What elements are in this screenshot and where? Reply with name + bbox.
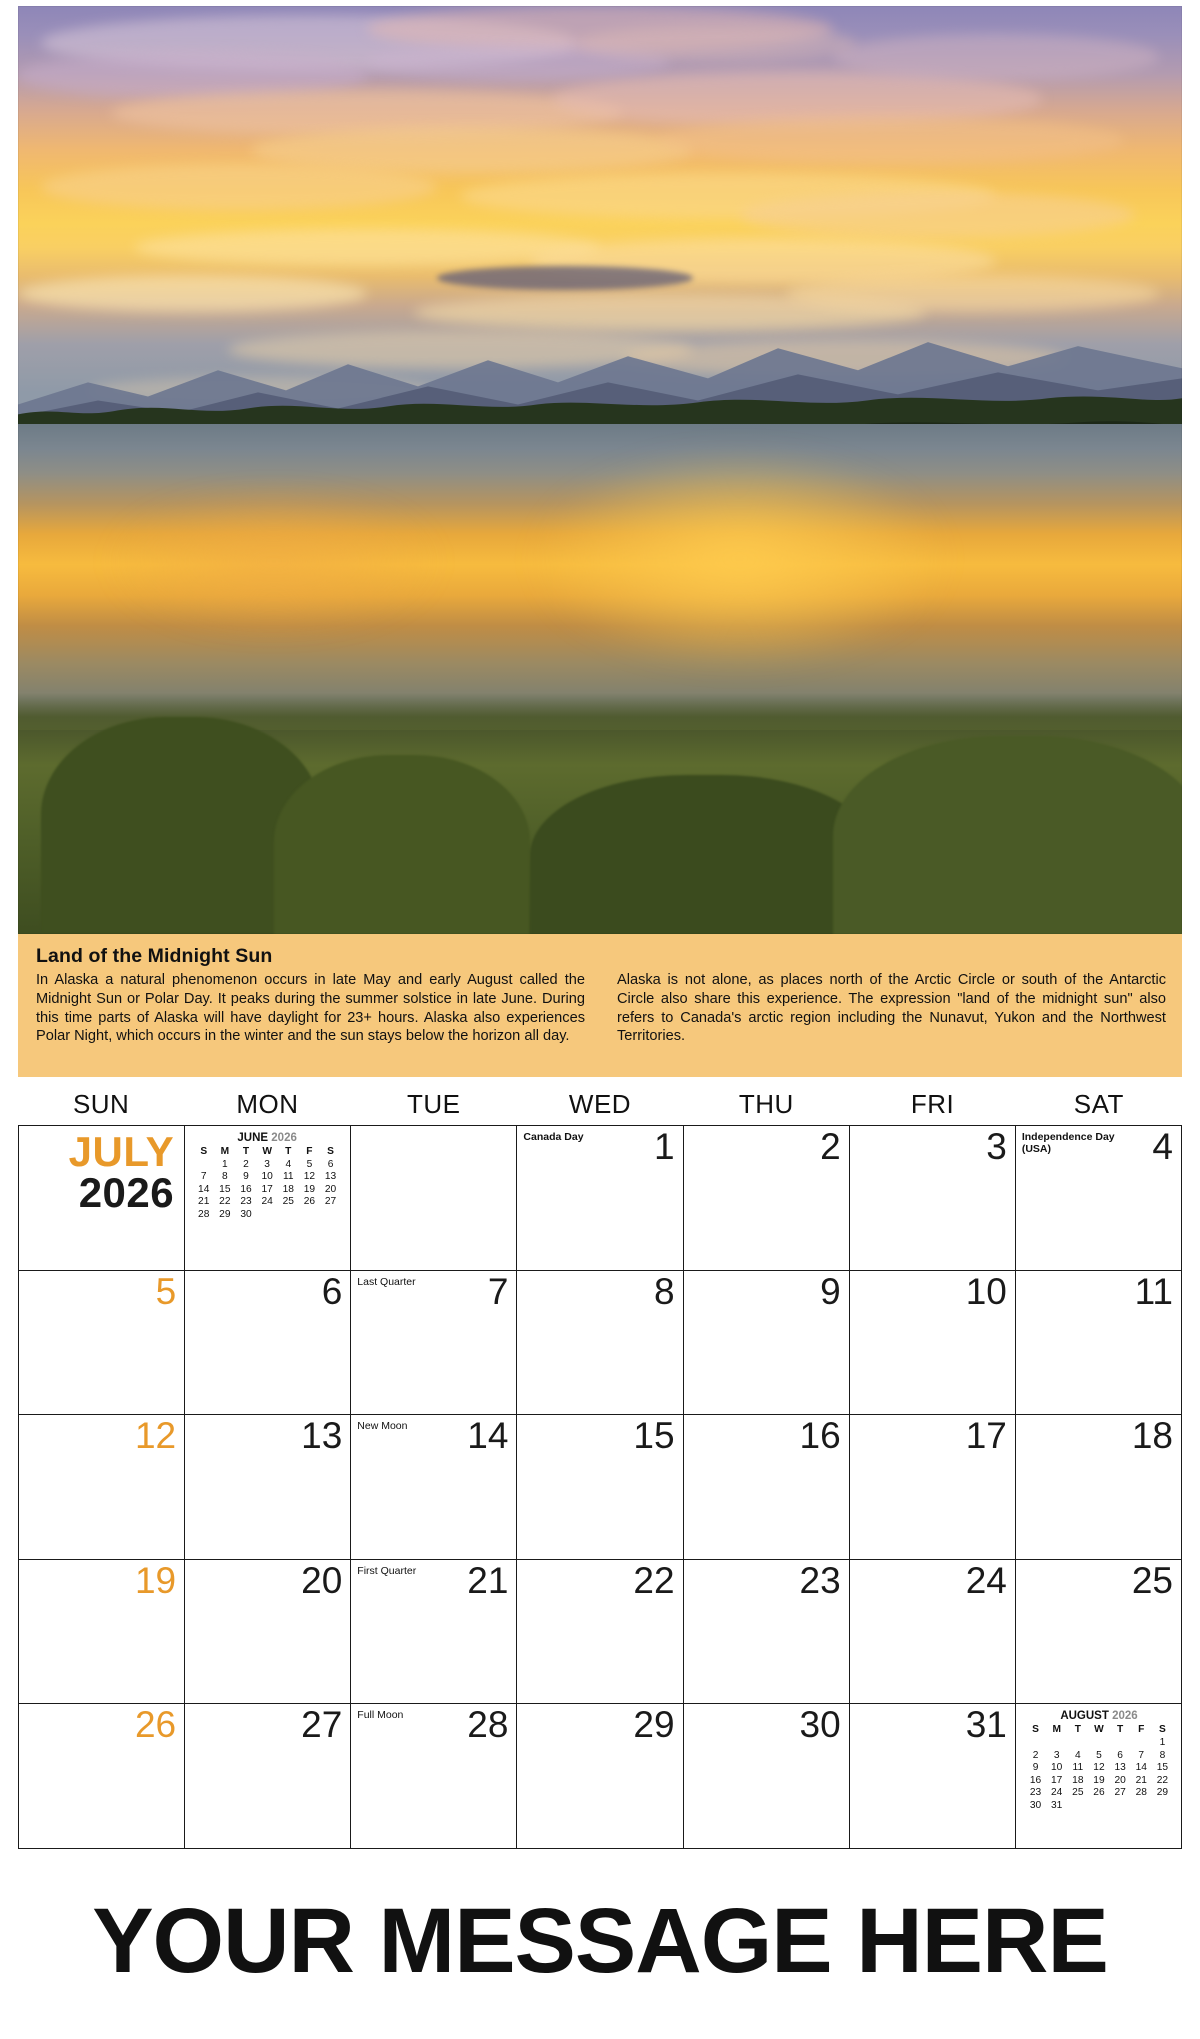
mini-day: 7 xyxy=(200,1171,207,1183)
mini-month-august xyxy=(1025,1710,1173,1812)
mini-day xyxy=(299,1209,320,1222)
caption-band xyxy=(18,934,1182,1077)
moon-phase-label: Last Quarter xyxy=(357,1275,416,1288)
day-cell-27[interactable] xyxy=(185,1704,351,1849)
holiday-label: Canada Day xyxy=(523,1131,584,1143)
mini-dow: T xyxy=(1117,1724,1124,1736)
foreground-grass xyxy=(18,693,1182,934)
mini-month-june xyxy=(193,1132,341,1222)
mini-day: 14 xyxy=(198,1183,210,1195)
day-cell-4[interactable] xyxy=(1016,1126,1182,1271)
mini-day: 20 xyxy=(324,1183,337,1195)
day-cell-3[interactable] xyxy=(850,1126,1016,1271)
mini-day: 5 xyxy=(306,1158,313,1170)
year-label: 2026 xyxy=(78,1168,175,1216)
mini-day xyxy=(1088,1800,1109,1813)
mini-dow: M xyxy=(1052,1724,1061,1736)
month-name: JULY xyxy=(68,1128,175,1175)
mini-day: 17 xyxy=(1051,1774,1063,1786)
day-number: 13 xyxy=(301,1415,343,1457)
mini-month-title: JUNE 2026 xyxy=(237,1132,297,1144)
cloud-streak xyxy=(833,34,1159,80)
mini-dow: W xyxy=(1094,1724,1104,1736)
mini-dow: F xyxy=(306,1146,313,1157)
day-number: 2 xyxy=(820,1126,841,1167)
mini-day: 16 xyxy=(240,1183,252,1195)
mini-day: 29 xyxy=(1156,1787,1169,1799)
day-number: 15 xyxy=(633,1415,675,1457)
mini-dow: T xyxy=(1074,1724,1081,1736)
day-number: 12 xyxy=(134,1415,177,1457)
moon-phase-label: Full Moon xyxy=(357,1709,404,1722)
mini-day: 12 xyxy=(303,1171,316,1183)
day-number: 7 xyxy=(487,1270,509,1312)
mini-day: 29 xyxy=(219,1208,231,1220)
mini-day xyxy=(257,1209,278,1222)
mini-month-table xyxy=(1025,1724,1173,1812)
mini-day: 26 xyxy=(1093,1787,1105,1799)
mini-day: 11 xyxy=(1072,1762,1084,1774)
day-cell-24[interactable] xyxy=(850,1560,1016,1705)
day-cell-15[interactable] xyxy=(517,1415,683,1560)
caption-title: Land of the Midnight Sun xyxy=(36,945,273,967)
weekday-header-mon: MON xyxy=(236,1089,299,1119)
day-number: 27 xyxy=(301,1704,343,1746)
day-number: 29 xyxy=(633,1704,675,1746)
mini-day: 23 xyxy=(1029,1787,1042,1799)
mini-day xyxy=(1110,1800,1131,1813)
mini-day: 23 xyxy=(240,1196,252,1208)
weekday-header-fri: FRI xyxy=(910,1089,955,1119)
mini-day: 22 xyxy=(219,1196,231,1208)
day-cell-31[interactable] xyxy=(850,1704,1016,1849)
weekday-header-tue: TUE xyxy=(406,1089,461,1119)
day-cell-30[interactable] xyxy=(684,1704,850,1849)
mini-day: 13 xyxy=(1114,1762,1126,1774)
day-number: 23 xyxy=(799,1559,841,1601)
day-number: 11 xyxy=(1134,1270,1173,1312)
mini-day: 31 xyxy=(1051,1799,1063,1811)
mini-day: 1 xyxy=(1159,1736,1166,1748)
day-cell-28[interactable] xyxy=(351,1704,517,1849)
mini-month-cell[interactable] xyxy=(185,1126,351,1271)
mini-day: 30 xyxy=(240,1208,252,1220)
mini-dow: S xyxy=(1032,1724,1039,1736)
mini-day: 20 xyxy=(1114,1774,1126,1786)
mini-day: 21 xyxy=(1135,1774,1147,1786)
day-cell-6[interactable] xyxy=(185,1271,351,1416)
holiday-label: Independence Day (USA) xyxy=(1021,1131,1115,1156)
mini-day xyxy=(1067,1800,1088,1813)
month-title-cell[interactable] xyxy=(19,1126,185,1271)
mini-day: 11 xyxy=(282,1171,294,1183)
caption-text-right: Alaska is not alone, as places north of the Arctic Circle or south of the Antarctic Circle also share this experience. The expression "land of the midnight sun" also refers to Canada's arctic region including the Nunavut, Yukon and the Northwest Territories. xyxy=(617,972,1166,1045)
day-cell-23[interactable] xyxy=(684,1560,850,1705)
mini-day: 27 xyxy=(1114,1787,1126,1799)
day-number: 18 xyxy=(1131,1415,1173,1457)
mini-day xyxy=(1110,1737,1131,1750)
cloud-streak xyxy=(740,192,1136,238)
mini-day: 26 xyxy=(303,1196,316,1208)
mini-day: 8 xyxy=(1159,1749,1166,1761)
mini-day: 28 xyxy=(1135,1787,1147,1799)
day-number: 5 xyxy=(155,1270,177,1312)
mini-day: 25 xyxy=(1072,1787,1084,1799)
mini-day xyxy=(1088,1737,1109,1750)
mini-dow: S xyxy=(327,1146,334,1157)
mini-day: 9 xyxy=(1032,1762,1039,1774)
day-number: 10 xyxy=(965,1270,1007,1312)
mini-day xyxy=(278,1209,299,1222)
day-cell-16[interactable] xyxy=(684,1415,850,1560)
day-number: 30 xyxy=(799,1704,841,1746)
mini-day: 1 xyxy=(222,1158,228,1170)
weekday-header-sat: SAT xyxy=(1073,1089,1124,1119)
day-cell-12[interactable] xyxy=(19,1415,185,1560)
mini-day xyxy=(1046,1737,1067,1750)
mini-dow: S xyxy=(200,1146,208,1157)
day-cell-8[interactable] xyxy=(517,1271,683,1416)
mini-day xyxy=(1152,1800,1173,1813)
day-number: 9 xyxy=(820,1270,841,1312)
empty-cell xyxy=(351,1126,517,1271)
weekday-header-thu: THU xyxy=(738,1089,794,1119)
day-cell-19[interactable] xyxy=(19,1560,185,1705)
day-cell-1[interactable] xyxy=(517,1126,683,1271)
mini-day: 12 xyxy=(1093,1762,1105,1774)
mini-day: 2 xyxy=(243,1158,249,1170)
day-cell-5[interactable] xyxy=(19,1271,185,1416)
calendar-grid xyxy=(18,1125,1182,1849)
day-number: 1 xyxy=(653,1126,675,1167)
mini-day: 4 xyxy=(1075,1749,1081,1761)
mini-day: 18 xyxy=(1072,1774,1084,1786)
mini-day: 24 xyxy=(1051,1787,1063,1799)
day-number: 17 xyxy=(965,1415,1007,1457)
mini-day: 5 xyxy=(1096,1749,1102,1761)
day-cell-25[interactable] xyxy=(1016,1560,1182,1705)
mini-day: 2 xyxy=(1032,1749,1039,1761)
weekday-header-row xyxy=(18,1083,1182,1125)
mini-day xyxy=(193,1159,214,1172)
mini-day: 28 xyxy=(198,1208,210,1220)
day-cell-17[interactable] xyxy=(850,1415,1016,1560)
day-number: 20 xyxy=(301,1559,343,1601)
message-band xyxy=(18,1857,1182,2025)
mini-day: 8 xyxy=(222,1171,228,1183)
mini-day: 3 xyxy=(1053,1749,1060,1761)
day-cell-2[interactable] xyxy=(684,1126,850,1271)
day-number: 6 xyxy=(321,1270,343,1312)
day-number: 25 xyxy=(1131,1559,1173,1601)
mini-dow: S xyxy=(1159,1724,1166,1736)
mini-dow: T xyxy=(242,1146,250,1157)
message-text: YOUR MESSAGE HERE xyxy=(92,1889,1108,1992)
moon-phase-label: New Moon xyxy=(357,1420,408,1433)
mini-day: 13 xyxy=(324,1171,337,1183)
hero-photo xyxy=(18,6,1182,934)
mini-day: 7 xyxy=(1138,1749,1145,1761)
mini-day xyxy=(1025,1737,1046,1750)
water-reflection-glow-left xyxy=(111,491,437,632)
day-number: 8 xyxy=(653,1270,675,1312)
mini-day: 21 xyxy=(198,1196,210,1208)
day-cell-7[interactable] xyxy=(351,1271,517,1416)
day-cell-21[interactable] xyxy=(351,1560,517,1705)
mini-day: 24 xyxy=(261,1196,273,1208)
cloud-streak xyxy=(658,117,1124,163)
day-number: 22 xyxy=(633,1559,675,1601)
mini-dow: T xyxy=(285,1146,292,1157)
mini-day: 15 xyxy=(219,1183,231,1195)
day-number: 19 xyxy=(134,1559,177,1601)
mini-month-cell[interactable] xyxy=(1016,1704,1182,1849)
cloud-streak xyxy=(41,164,437,210)
day-number: 28 xyxy=(467,1704,509,1746)
day-number: 4 xyxy=(1152,1126,1173,1167)
mini-day: 19 xyxy=(303,1183,316,1195)
mini-day: 18 xyxy=(282,1183,294,1195)
mini-month-title: AUGUST 2026 xyxy=(1060,1710,1138,1723)
weekday-header-sun: SUN xyxy=(72,1089,130,1119)
day-cell-9[interactable] xyxy=(684,1271,850,1416)
mini-day: 10 xyxy=(1051,1762,1063,1774)
water-reflection-glow xyxy=(530,448,949,668)
mini-day: 16 xyxy=(1029,1774,1042,1786)
cloud-streak xyxy=(577,25,856,62)
mini-day xyxy=(320,1209,341,1222)
mini-day xyxy=(1131,1737,1152,1750)
moon-phase-label: First Quarter xyxy=(357,1564,417,1577)
mini-day: 14 xyxy=(1135,1762,1147,1774)
day-cell-26[interactable] xyxy=(19,1704,185,1849)
day-number: 26 xyxy=(134,1704,177,1746)
weekday-header-wed: WED xyxy=(568,1089,632,1119)
mini-day: 3 xyxy=(264,1158,270,1170)
mini-day xyxy=(1067,1737,1088,1750)
mini-dow: W xyxy=(262,1146,272,1157)
mini-day xyxy=(1131,1800,1152,1813)
mini-day: 9 xyxy=(243,1171,249,1183)
day-number: 16 xyxy=(799,1415,841,1457)
mini-day: 27 xyxy=(324,1196,337,1208)
mini-day: 15 xyxy=(1156,1762,1169,1774)
mini-dow: M xyxy=(220,1146,230,1157)
calendar-grid-container xyxy=(18,1083,1182,1849)
day-number: 14 xyxy=(467,1415,509,1457)
day-cell-29[interactable] xyxy=(517,1704,683,1849)
lake-water xyxy=(18,424,1182,730)
cloud-streak xyxy=(18,275,367,312)
mini-day: 25 xyxy=(282,1196,294,1208)
mini-day: 4 xyxy=(285,1158,292,1170)
day-cell-13[interactable] xyxy=(185,1415,351,1560)
day-number: 31 xyxy=(965,1704,1007,1746)
day-cell-11[interactable] xyxy=(1016,1271,1182,1416)
mini-day: 30 xyxy=(1029,1799,1042,1811)
day-cell-10[interactable] xyxy=(850,1271,1016,1416)
lenticular-cloud xyxy=(437,266,693,290)
mini-day: 6 xyxy=(327,1158,334,1170)
day-number: 3 xyxy=(986,1126,1007,1167)
day-number: 24 xyxy=(965,1559,1007,1601)
day-cell-18[interactable] xyxy=(1016,1415,1182,1560)
mini-day: 6 xyxy=(1117,1749,1123,1761)
mini-day: 17 xyxy=(261,1183,273,1195)
mini-day: 22 xyxy=(1156,1774,1169,1786)
cloud-streak xyxy=(786,275,1158,312)
day-number: 21 xyxy=(467,1559,509,1601)
mini-day: 19 xyxy=(1093,1774,1105,1786)
day-cell-22[interactable] xyxy=(517,1560,683,1705)
mini-day: 10 xyxy=(261,1171,273,1183)
day-cell-20[interactable] xyxy=(185,1560,351,1705)
mini-dow: F xyxy=(1138,1724,1145,1736)
caption-text-left: In Alaska a natural phenomenon occurs in late May and early August called the Midnight Sun or Polar Day. It peaks during the summer solstice in late June. During this time parts of Alaska will have daylight for 23+ hours. Alaska also experiences Polar Night, which occurs in the winter and the sun stays below the horizon all day. xyxy=(36,972,585,1045)
mini-month-table xyxy=(193,1146,341,1222)
day-cell-14[interactable] xyxy=(351,1415,517,1560)
